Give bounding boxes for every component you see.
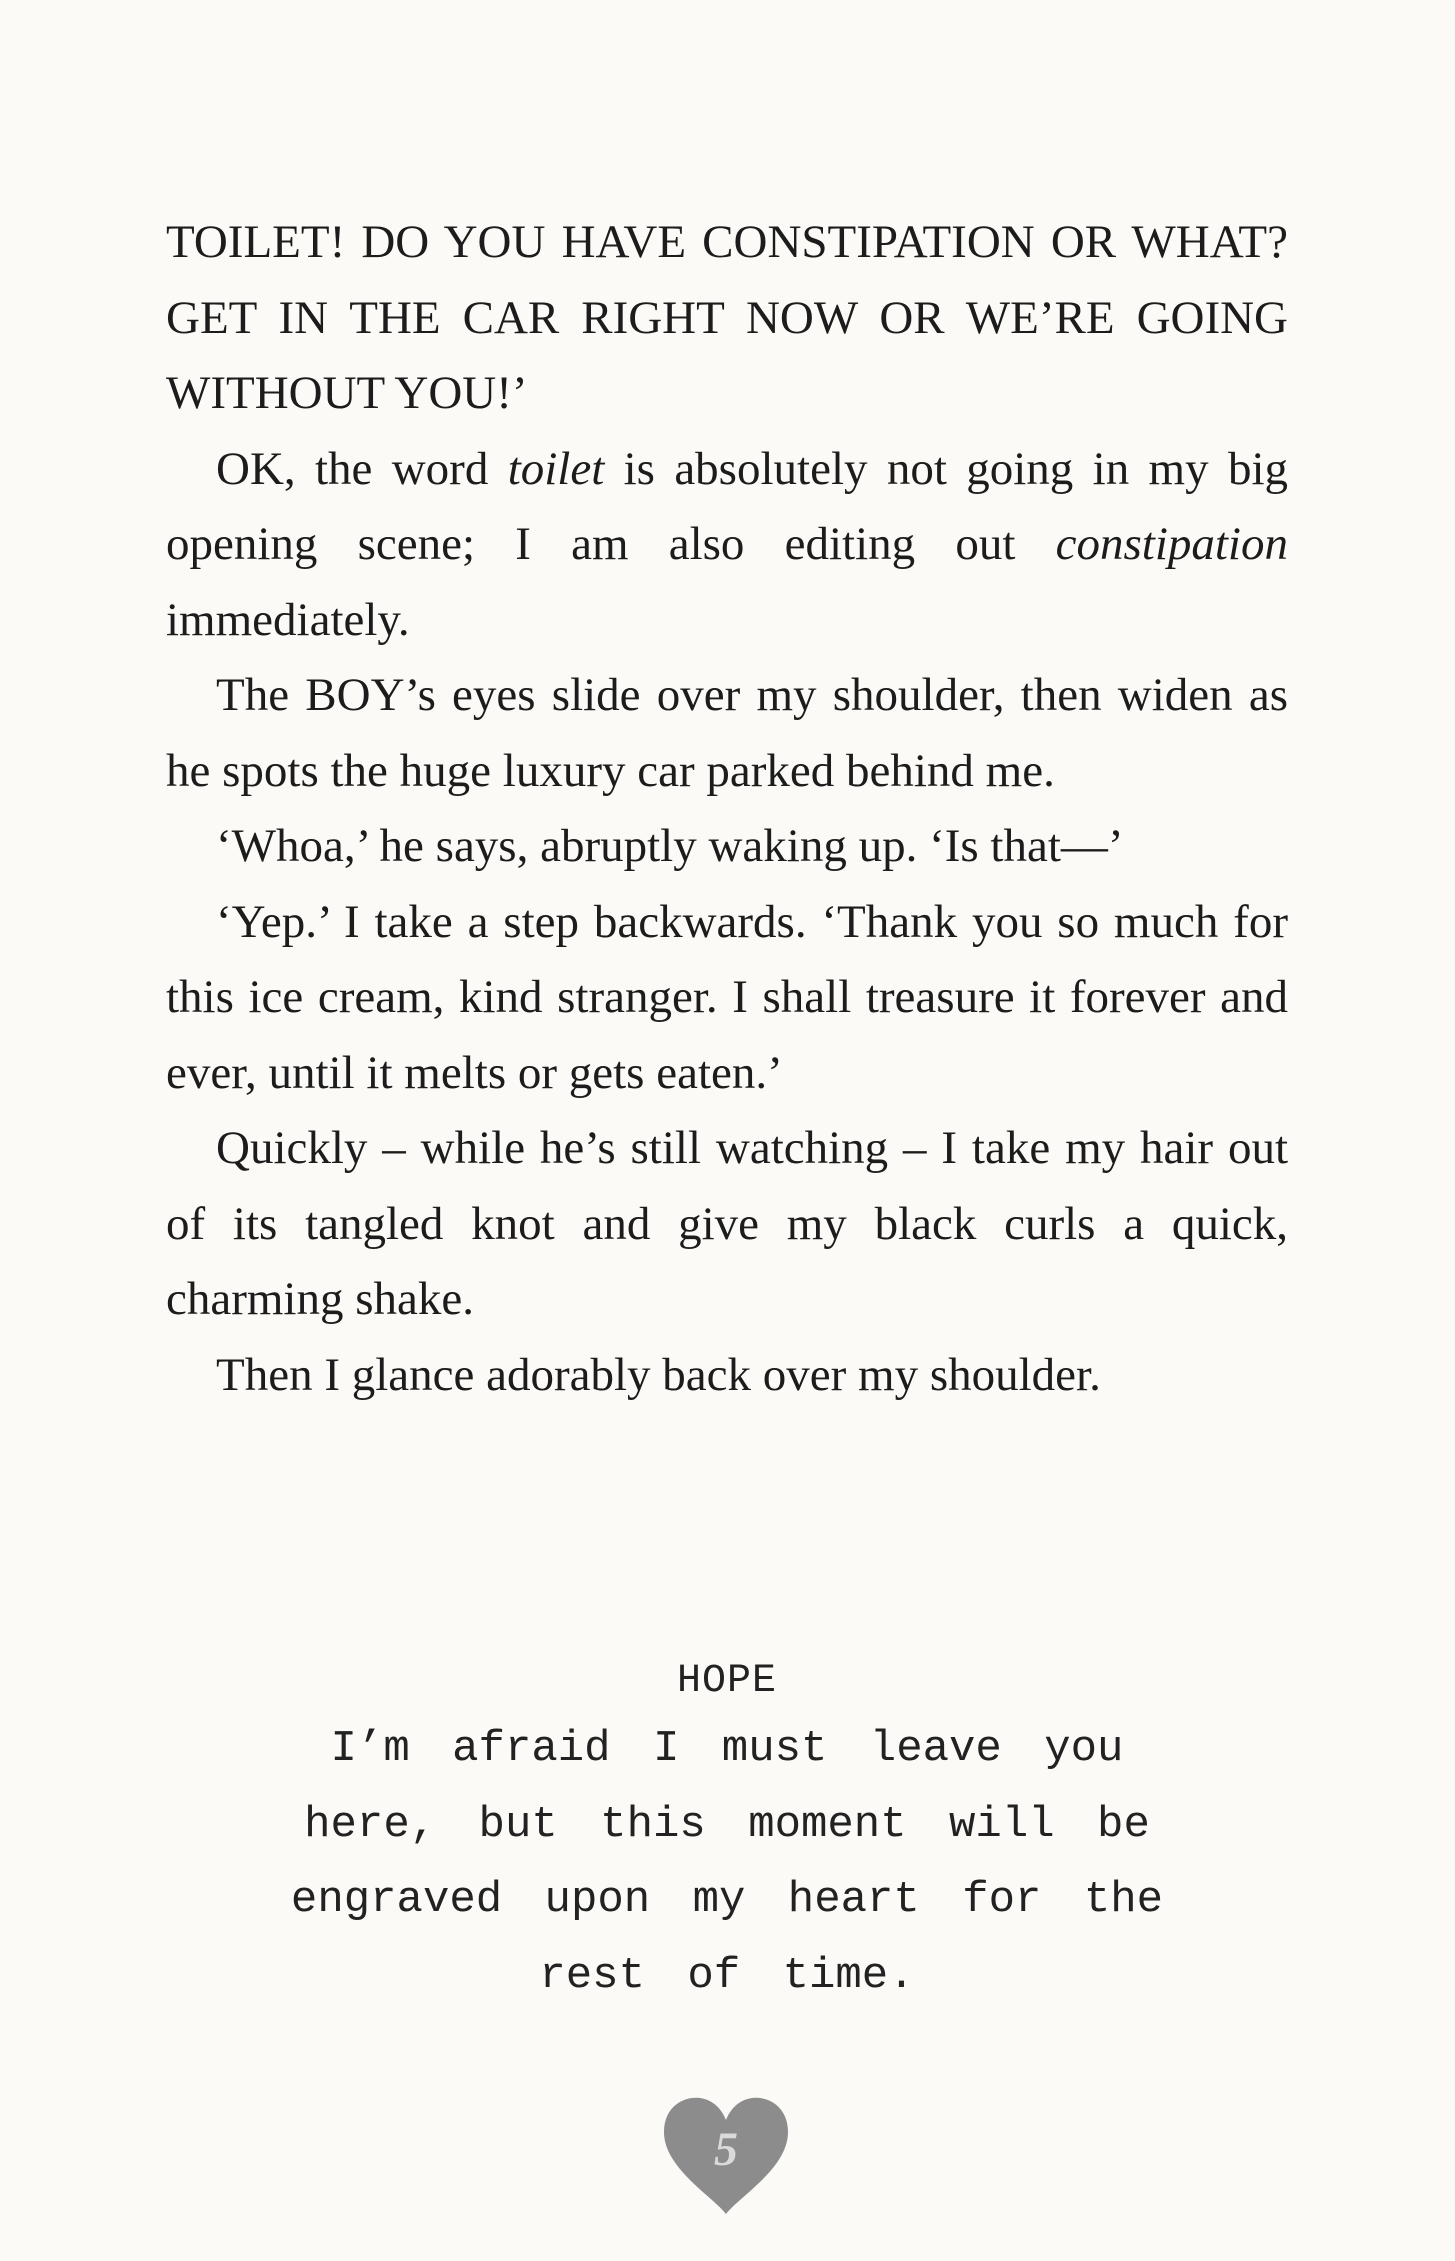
paragraph <box>166 809 1288 885</box>
text-segment: is absolutely not going in my big opening scene; I am also editing out <box>166 442 1289 570</box>
page-number-badge <box>656 2090 796 2220</box>
text-segment: Quickly – while he’s still watching – I take my hair out of its tangled knot and give my black curls a quick, charming shake. <box>166 1122 1288 1325</box>
script-block <box>166 1652 1288 2014</box>
text-segment: ‘Whoa,’ he says, abruptly waking up. ‘Is that—’ <box>216 820 1124 872</box>
text-segment: OK, the word <box>216 442 508 495</box>
italic-word-constipation: constipation <box>1055 518 1288 570</box>
paragraph <box>166 432 1288 659</box>
text-segment: immediately. <box>166 593 410 646</box>
paragraph <box>166 658 1288 809</box>
paragraph <box>166 1338 1288 1414</box>
text-segment: The BOY’s eyes slide over my shoulder, then widen as he spots the huge luxury car parked behind me. <box>166 669 1288 797</box>
script-speaker: HOPE <box>676 1659 777 1704</box>
script-dialogue: I’m afraid I must leave you here, but this moment will be engraved upon my heart for the rest of time. <box>290 1724 1164 2001</box>
paragraph <box>166 885 1288 1112</box>
paragraph <box>166 205 1288 432</box>
text-segment: TOILET! DO YOU HAVE CONSTIPATION OR WHAT? GET IN THE CAR RIGHT NOW OR WE’RE GOING WITHOUT YOU!’ <box>166 216 1288 419</box>
page-number: 5 <box>714 2123 738 2176</box>
text-segment: ‘Yep.’ I take a step backwards. ‘Thank you so much for this ice cream, kind stranger. I shall treasure it forever and ever, until it melts or gets eaten.’ <box>166 895 1288 1099</box>
paragraph <box>166 1111 1288 1338</box>
text-segment: Then I glance adorably back over my shoulder. <box>216 1348 1101 1401</box>
prose-body <box>166 205 1288 1413</box>
italic-word-toilet: toilet <box>507 442 605 495</box>
